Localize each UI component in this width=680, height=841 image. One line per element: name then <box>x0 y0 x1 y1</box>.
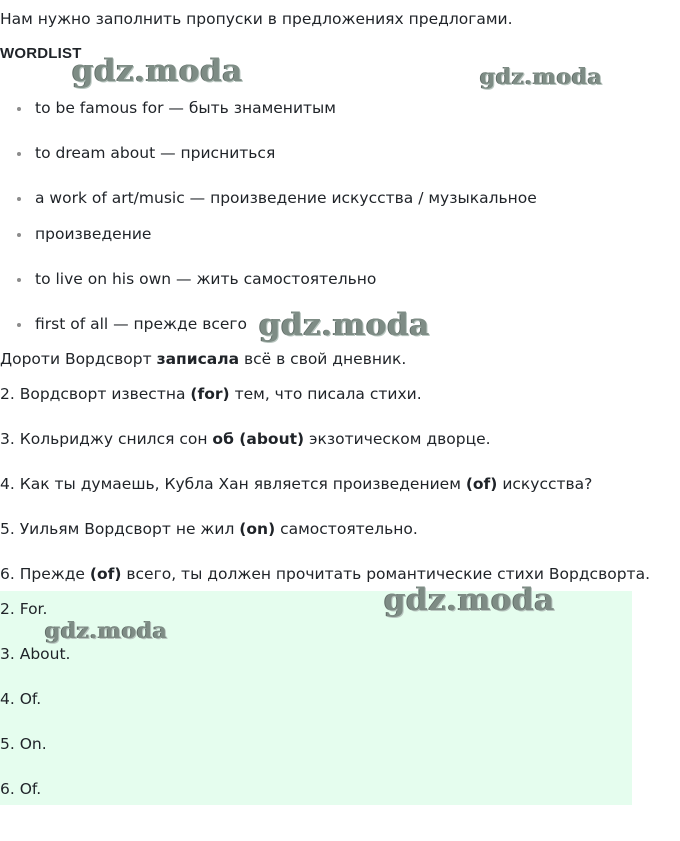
intro-text: Нам нужно заполнить пропуски в предложениях предлогами. <box>0 10 513 28</box>
answer: 3. About. <box>0 645 71 663</box>
answer: 5. On. <box>0 735 47 753</box>
list-item: to be famous for — быть знаменитым <box>14 98 336 118</box>
watermark: gdz.moda <box>45 618 168 644</box>
list-item: to live on his own — жить самостоятельно <box>14 269 376 289</box>
list-item: to dream about — присниться <box>14 143 275 163</box>
sentence: 2. Вордсворт известна (for) тем, что писала стихи. <box>0 385 422 403</box>
sentence: 3. Кольриджу снился сон об (about) экзотическом дворце. <box>0 430 491 448</box>
answer: 2. For. <box>0 600 48 618</box>
watermark: gdz.moda <box>259 307 430 343</box>
answer: 6. Of. <box>0 780 42 798</box>
sentence: 5. Уильям Вордсворт не жил (on) самостоятельно. <box>0 520 418 538</box>
list-item: first of all — прежде всего <box>14 314 247 334</box>
watermark: gdz.moda <box>480 64 603 90</box>
watermark: gdz.moda <box>72 53 243 89</box>
sentence: Дороти Вордсворт записала всё в свой дневник. <box>0 350 407 368</box>
sentence: 6. Прежде (of) всего, ты должен прочитать романтические стихи Вордсворта. <box>0 565 650 583</box>
answer: 4. Of. <box>0 690 42 708</box>
watermark: gdz.moda <box>384 582 555 618</box>
list-item: a work of art/music — произведение искусства / музыкальное <box>14 188 537 208</box>
list-item-continuation: произведение <box>14 224 151 244</box>
sentence: 4. Как ты думаешь, Кубла Хан является произведением (of) искусства? <box>0 475 593 493</box>
wordlist-title: WORDLIST <box>0 45 82 62</box>
